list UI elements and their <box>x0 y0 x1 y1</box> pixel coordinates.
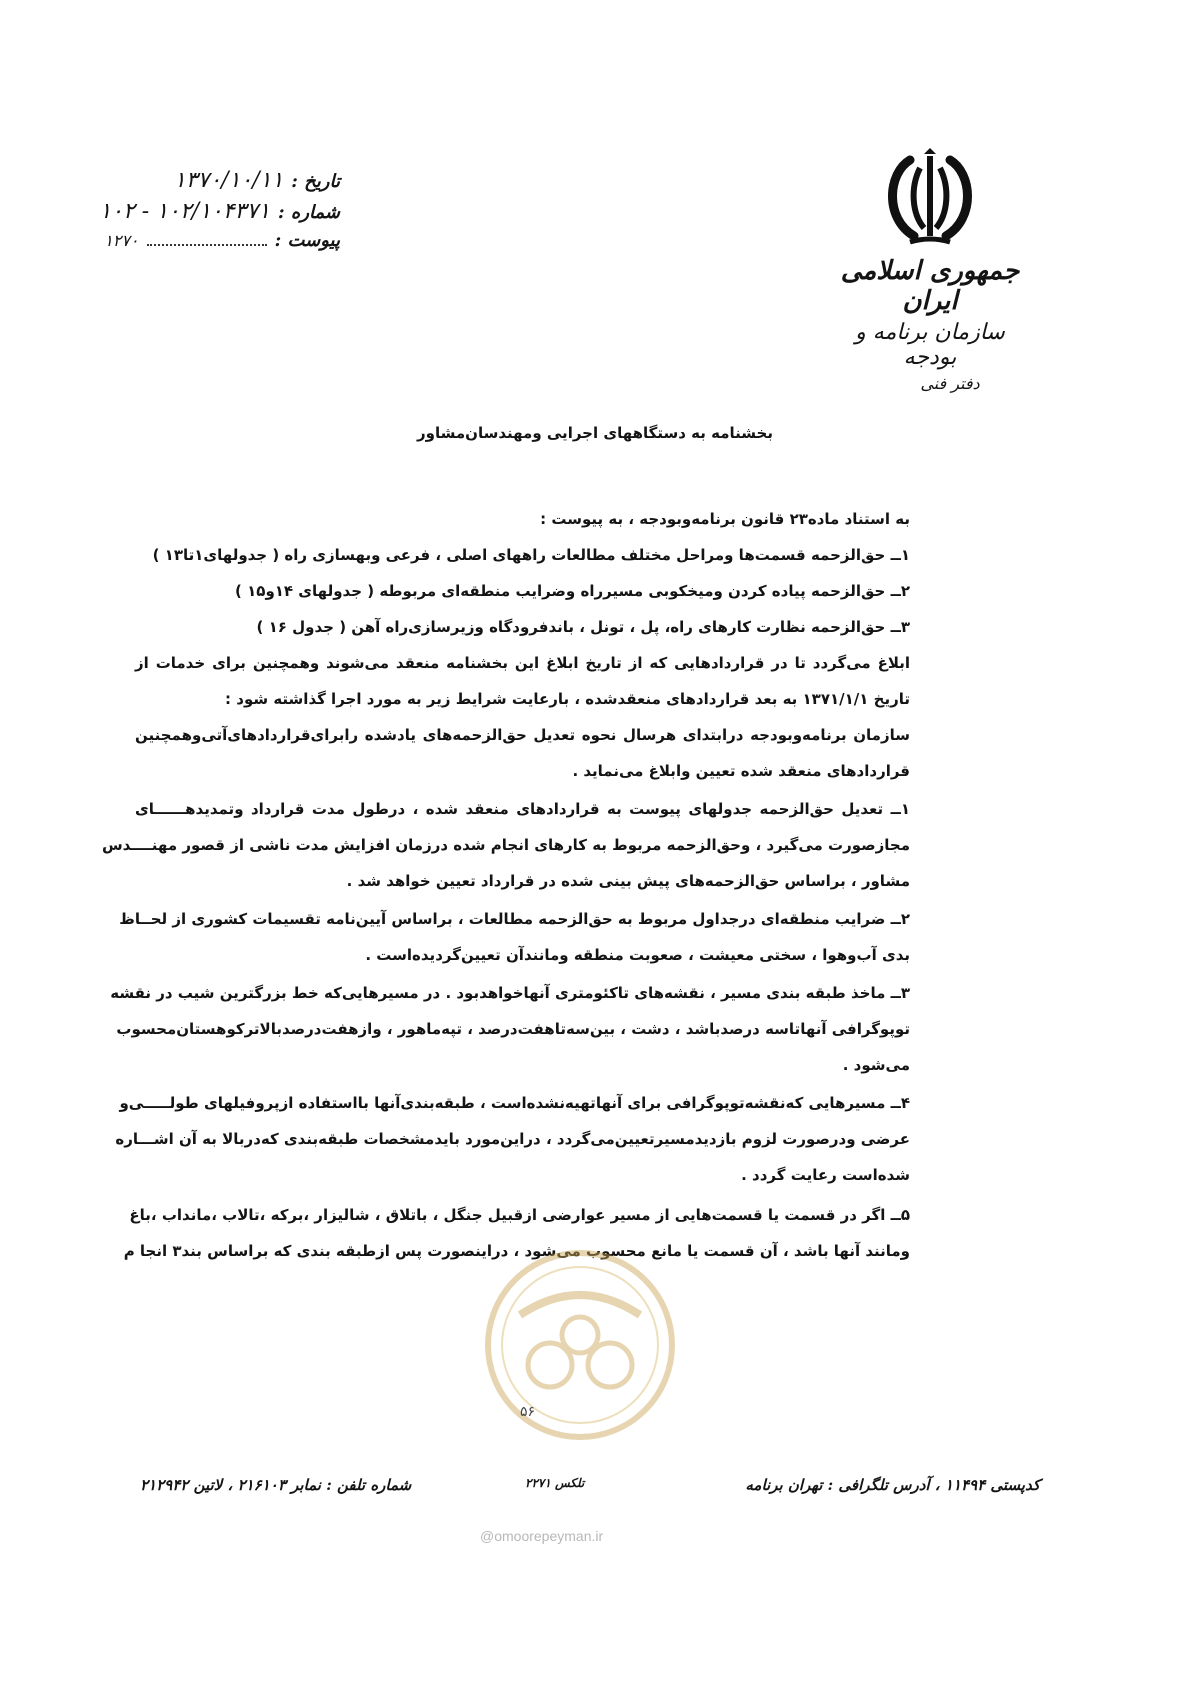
date-value: ۱۳۷۰/۱۰/۱۱ <box>173 168 284 193</box>
body-line: سازمان برنامه‌وبودجه درابتدای هرسال نحوه تعدیل حق‌الزحمه‌های یادشده رابرای‌قراردادهای‌آتی‌وهمچنین <box>135 726 910 744</box>
body-line: تاریخ ۱۳۷۱/۱/۱ به بعد قراردادهای منعقدشده ، بارعایت شرایط زیر به مورد اجرا گذاشته شود : <box>225 690 910 708</box>
body-line: توپوگرافی آنهاتاسه درصدباشد ، دشت ، بین‌سه‌تاهفت‌درصد ، تپه‌ماهور ، وازهفت‌درصدبالاترکوهستان‌محسوب <box>116 1020 910 1038</box>
body-line: ۳ــ حق‌الزحمه نظارت کارهای راه، پل ، تونل ، باندفرودگاه وزیرسازی‌راه آهن ( جدول ۱۶ ) <box>256 618 910 636</box>
body-line: ۱ــ تعدیل حق‌الزحمه جدولهای پیوست به قراردادهای منعقد شده ، درطول مدت قرارداد وتمدیدهــــــای <box>135 800 910 818</box>
attachment-blank <box>147 230 267 246</box>
body-line: ومانند آنها باشد ، آن قسمت یا مانع محسوب می‌شود ، دراینصورت پس ازطبقه بندی که براساس بند۳ انجا م <box>123 1242 910 1260</box>
page-number: ۵۶ <box>520 1404 536 1420</box>
date-label: تاریخ : <box>291 171 340 192</box>
iran-emblem-icon <box>870 148 990 248</box>
body-line: ابلاغ می‌گردد تا در قراردادهایی که از تاریخ ابلاغ این بخشنامه منعقد می‌شوند وهمچنین برای خدمات از <box>135 654 910 672</box>
reference-block <box>40 168 340 257</box>
footer-telex: تلکس ۲۲۷۱ <box>525 1476 585 1490</box>
number-label: شماره : <box>277 202 340 223</box>
body-line: شده‌است رعایت گردد . <box>741 1166 910 1184</box>
body-line: قراردادهای منعقد شده تعیین وابلاغ می‌نماید . <box>572 762 910 780</box>
footer-phone-fax: شماره تلفن : نمابر ۲۱۶۱۰۳ ، لاتین ۲۱۲۹۴۲ <box>140 1476 412 1494</box>
attachment-label: پیوست : <box>274 230 340 251</box>
watermark-stamp-icon <box>480 1245 680 1445</box>
number-row <box>40 199 340 224</box>
document-title: بخشنامه به دستگاههای اجرایی ومهندسان‌مشاور <box>417 424 773 442</box>
office-name: دفتر فنی <box>920 374 980 393</box>
body-line: ۴ــ مسیرهایی که‌نقشه‌توپوگرافی برای آنهاتهیه‌نشده‌است ، طبقه‌بندی‌آنها بااستفاده ازپروفیلهای طولـــــی‌و <box>119 1094 910 1112</box>
body-line: می‌شود . <box>842 1056 910 1074</box>
footer-postal-address: کدپستی ۱۱۴۹۴ ، آدرس تلگرافی : تهران برنامه <box>745 1476 1040 1494</box>
body-line: مجازصورت می‌گیرد ، وحق‌الزحمه مربوط به کارهای انجام شده درزمان افزایش مدت ناشی از قصور مهنــــدس <box>101 836 910 854</box>
date-row <box>40 168 340 193</box>
country-name: جمهوری اسلامی ایران <box>840 256 1020 316</box>
number-extra: ۱۲۷۰ <box>104 231 139 250</box>
body-line: ۲ــ حق‌الزحمه پیاده کردن ومیخکوبی مسیرراه وضرایب منطقه‌ای مربوطه ( جدولهای ۱۴و۱۵ ) <box>235 582 910 600</box>
body-line: ۵ــ اگر در قسمت یا قسمت‌هایی از مسیر عوارضی ازقبیل جنگل ، باتلاق ، شالیزار ،برکه ،تالاب ،مانداب ،باغ <box>129 1206 910 1224</box>
body-line: عرضی ودرصورت لزوم بازدیدمسیرتعیین‌می‌گردد ، دراین‌مورد بایدمشخصات طبقه‌بندی که‌دربالا به آن اشـــاره <box>115 1130 910 1148</box>
body-line: ۳ــ ماخذ طبقه بندی مسیر ، نقشه‌های تاکئومتری آنهاخواهدبود . در مسیرهایی‌که خط بزرگترین شیب در نقشه <box>110 984 910 1002</box>
watermark-text: @omoorepeyman.ir <box>480 1528 604 1544</box>
letterhead <box>830 148 1030 393</box>
organization-name: سازمان برنامه و بودجه <box>855 320 1005 370</box>
number-value: ۱۰۲/۱۰۴۳۷۱ - ۱۰۲ <box>99 199 270 224</box>
body-line: ۲ــ ضرایب منطقه‌ای درجداول مربوط به حق‌الزحمه مطالعات ، براساس آیین‌نامه تقسیمات کشوری از لحــاظ <box>119 910 910 928</box>
body-line: به استناد ماده۲۳ قانون برنامه‌وبودجه ، به پیوست : <box>540 510 910 528</box>
attachment-row <box>40 230 340 251</box>
body-line: ۱ــ حق‌الزحمه قسمت‌ها ومراحل مختلف مطالعات راههای اصلی ، فرعی وبهسازی راه ( جدولهای۱تا۱۳ ) <box>152 546 910 564</box>
body-line: بدی آب‌وهوا ، سختی معیشت ، صعوبت منطقه ومانندآن تعیین‌گردیده‌است . <box>365 946 910 964</box>
body-line: مشاور ، براساس حق‌الزحمه‌های پیش بینی شده در قرارداد تعیین خواهد شد . <box>346 872 910 890</box>
